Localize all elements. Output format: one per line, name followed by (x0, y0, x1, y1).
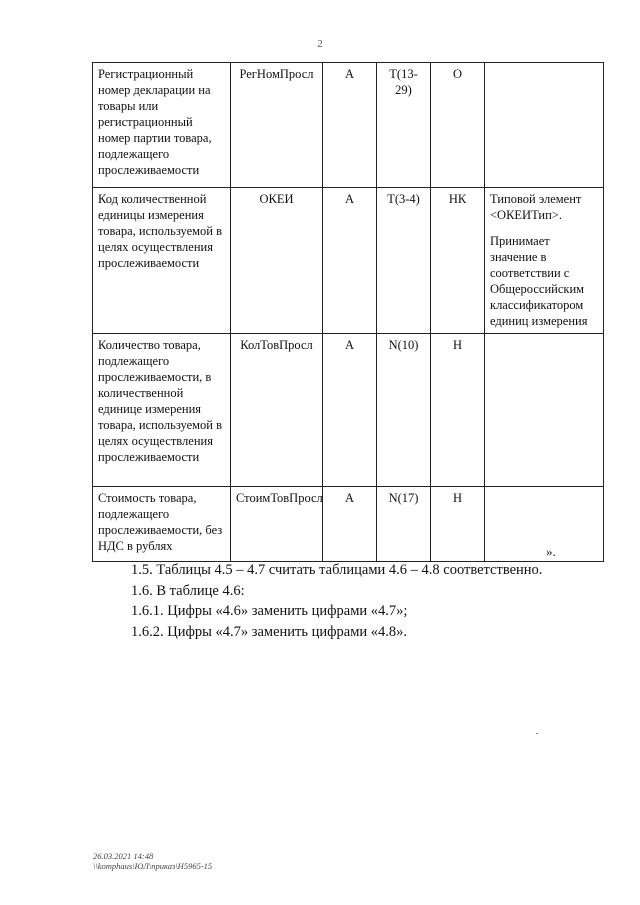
elements-table (92, 62, 604, 562)
scan-speck (536, 733, 538, 734)
element-format-cell: Т(13-29) (377, 63, 431, 188)
element-type-cell: А (323, 63, 377, 188)
element-required-cell: НК (431, 188, 485, 334)
table-row (93, 487, 604, 562)
table-row (93, 188, 604, 334)
element-tag-cell: ОКЕИ (231, 188, 323, 334)
element-tag-cell: СтоимТовПросл (231, 487, 323, 562)
element-name-cell: Код количественной единицы измерения товара, используемой в целях осуществления прослеживаемости (93, 188, 231, 334)
element-type-cell: А (323, 334, 377, 487)
element-required-cell: Н (431, 334, 485, 487)
element-type-cell: А (323, 487, 377, 562)
element-required-cell: О (431, 63, 485, 188)
element-name-cell: Количество товара, подлежащего прослеживаемости, в количественной единице измерения товара, используемой в целях осуществления прослеживаемости (93, 334, 231, 487)
element-note-cell (485, 487, 604, 562)
element-format-cell: N(17) (377, 487, 431, 562)
note-paragraph: Принимает значение в соответствии с Общероссийским классификатором единиц измерения (490, 234, 588, 328)
element-format-cell: Т(3-4) (377, 188, 431, 334)
element-type-cell: А (323, 188, 377, 334)
closing-quote: ». (546, 544, 556, 559)
note-paragraph: Типовой элемент <ОКЕИТип>. (490, 192, 582, 222)
footer-timestamp: 26.03.2021 14:48 (93, 851, 154, 861)
amendment-line: 1.6.1. Цифры «4.6» заменить цифрами «4.7»; (131, 603, 408, 619)
amendment-line: 1.6. В таблице 4.6: (131, 583, 245, 599)
page-number: 2 (317, 38, 323, 50)
table-row (93, 334, 604, 487)
element-note-cell (485, 188, 604, 334)
element-tag-cell: РегНомПросл (231, 63, 323, 188)
element-required-cell: Н (431, 487, 485, 562)
footer-file-path: \\komphaus\ЮЛ\приказ\Н5965-15 (93, 861, 213, 871)
element-name-cell: Регистрационный номер декларации на товары или регистрационный номер партии товара, подлежащего прослеживаемости (93, 63, 231, 188)
amendment-line: 1.5. Таблицы 4.5 – 4.7 считать таблицами 4.6 – 4.8 соответственно. (131, 562, 543, 578)
element-format-cell: N(10) (377, 334, 431, 487)
amendment-line: 1.6.2. Цифры «4.7» заменить цифрами «4.8». (131, 624, 408, 640)
table-row (93, 63, 604, 188)
element-name-cell: Стоимость товара, подлежащего прослеживаемости, без НДС в рублях (93, 487, 231, 562)
element-tag-cell: КолТовПросл (231, 334, 323, 487)
element-note-cell (485, 63, 604, 188)
element-note-cell (485, 334, 604, 487)
